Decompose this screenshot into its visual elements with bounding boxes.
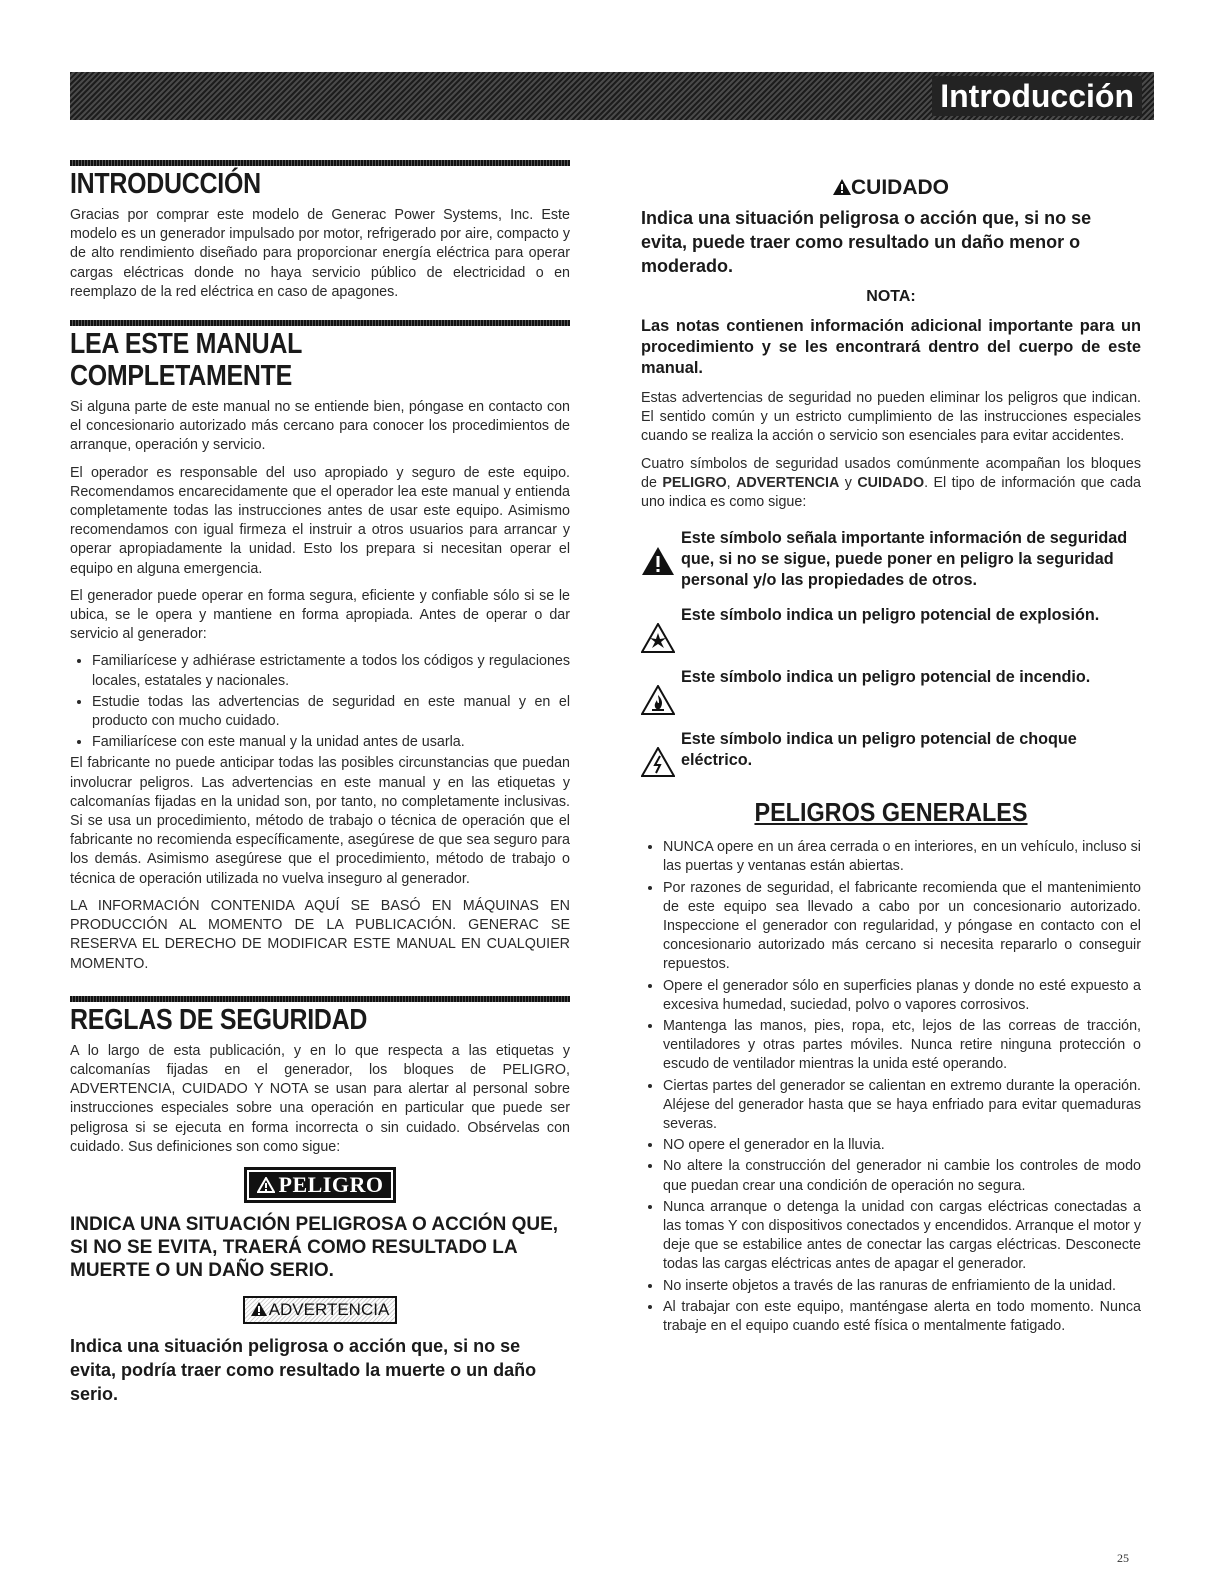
lea-manual-heading: LEA ESTE MANUAL COMPLETAMENTE [70, 328, 302, 393]
nota-p1: Estas advertencias de seguridad no pueden eliminar los peligros que indican. El sentido común y un estricto cumplimiento de las instrucciones especiales cuando se realiza la acción o servicio son esenciales para evitar accidentes. [641, 390, 1141, 445]
advertencia-badge-label: ADVERTENCIA [268, 1299, 390, 1319]
list-item: • Al trabajar con este equipo, manténgase alerta en todo momento. Nunca trabaje en el equipo cuando esté física o mentalmente fatigado. [663, 1298, 1141, 1336]
lea-manual-bullets [70, 652, 570, 752]
nota-p2-post: . El tipo de información que cada uno indica es como sigue: [641, 474, 1141, 511]
lea-manual-p4: El fabricante no puede anticipar todas las posibles circunstancias que puedan involucrar peligros. Las advertencias en este manual y en las etiquetas y calcomanías fijadas en la unidad son, por tanto, no completamente inclusivas. Si se usa un procedimiento, método de trabajo o técnica de operación que el fabricante no recomienda específicamente, asegúrese de que sea seguro para los demás. Asimismo asegúrese que el procedimiento, método de trabajo o técnica de operación utilizada no vuelva inseguro al generador. [70, 755, 570, 887]
symbol-row-electric [641, 729, 1141, 777]
warning-triangle-icon [251, 1302, 267, 1316]
fire-icon [641, 685, 675, 715]
section-rule [70, 160, 570, 166]
introduccion-heading: INTRODUCCIÓN [70, 168, 261, 200]
nota-p2 [641, 455, 1141, 513]
peligros-generales-bullets [641, 838, 1141, 1336]
warning-triangle-icon [257, 1177, 275, 1193]
advertencia-text: Indica una situación peligrosa o acción que, si no se evita, podría traer como resultado la muerte o un daño serio. [70, 1335, 537, 1404]
alert-icon [641, 546, 675, 576]
peligro-badge-wrap [70, 1167, 570, 1203]
warning-triangle-icon [833, 179, 851, 195]
symbol-text: Este símbolo indica un peligro potencial de choque eléctrico. [681, 730, 1077, 770]
peligro-text: INDICA UNA SITUACIÓN PELIGROSA O ACCIÓN QUE, SI NO SE EVITA, TRAERÁ COMO RESULTADO LA MUERTE O UN DAÑO SERIO. [70, 1213, 559, 1281]
list-item: • Nunca arranque o detenga la unidad con cargas eléctricas conectadas a las tomas Y con dispositivos conectados y encendidos. Arranque el motor y deje que se estabilice antes de conectar las cargas eléctricas. Desconecte todas las cargas eléctricas antes de apagar el generador. [663, 1198, 1141, 1275]
section-rule [70, 996, 570, 1002]
lea-manual-p1: Si alguna parte de este manual no se entiende bien, póngase en contacto con el concesionario autorizado más cercano para conocer los procedimientos de arranque, operación y servicio. [70, 399, 570, 454]
list-item: • Opere el generador sólo en superficies planas y donde no esté expuesto a excesiva humedad, suciedad, polvo o vapores corrosivos. [663, 977, 1141, 1015]
peligros-generales-heading: PELIGROS GENERALES [754, 797, 1028, 828]
list-item: • Estudie todas las advertencias de seguridad en este manual y en el producto con mucho cuidado. [92, 693, 570, 731]
symbol-text: Este símbolo indica un peligro potencial de incendio. [681, 668, 1091, 687]
right-column [641, 160, 1141, 1338]
list-item: • Por razones de seguridad, el fabricante recomienda que el mantenimiento de este equipo sea llevado a cabo por un concesionario autorizado. Inspeccione el generador con regularidad, y póngase en contacto con el concesionario autorizado más cercano si necesita repararlo o conseguir repuestos. [663, 879, 1141, 975]
explosion-icon [641, 623, 675, 653]
symbol-row-alert [641, 528, 1141, 591]
symbol-row-explosion [641, 605, 1141, 653]
header-banner [70, 72, 1154, 120]
cuidado-label: CUIDADO [851, 176, 949, 199]
symbol-text: Este símbolo indica un peligro potencial de explosión. [681, 606, 1100, 625]
nota-text: Las notas contienen información adicional importante para un procedimiento y se les encontrará dentro del cuerpo de este manual. [641, 317, 1141, 377]
lea-manual-p5: LA INFORMACIÓN CONTENIDA AQUÍ SE BASÓ EN MÁQUINAS EN PRODUCCIÓN AL MOMENTO DE LA PUBLICACIÓN. GENERAC SE RESERVA EL DERECHO DE MODIFICAR ESTE MANUAL EN CUALQUIER MOMENTO. [70, 897, 570, 972]
left-column [70, 160, 570, 1416]
advertencia-badge-wrap [70, 1296, 570, 1324]
section-rule [70, 320, 570, 326]
list-item: • No altere la construcción del generador ni cambie los controles de modo que puedan crear una condición de operación no segura. [663, 1157, 1141, 1195]
page-number: 25 [1117, 1551, 1129, 1565]
nota-p2-advertencia: ADVERTENCIA [736, 474, 840, 491]
list-item: • No inserte objetos a través de las ranuras de enfriamiento de la unidad. [663, 1277, 1141, 1296]
nota-title: NOTA: [866, 288, 916, 305]
list-item: • NUNCA opere en un área cerrada o en interiores, en un vehículo, incluso si las puertas y ventanas están abiertas. [663, 838, 1141, 876]
nota-p2-sep1: , [726, 474, 737, 491]
advertencia-badge [243, 1296, 398, 1324]
nota-p2-cuidado: CUIDADO [857, 474, 925, 491]
nota-p2-pre: Cuatro símbolos de seguridad usados comúnmente acompañan los bloques de [641, 455, 1141, 491]
list-item: • NO opere el generador en la lluvia. [663, 1136, 1141, 1155]
lea-manual-p3: El generador puede operar en forma segura, eficiente y confiable sólo si se le ubica, se le opera y mantiene en forma apropiada. Antes de operar o dar servicio al generador: [70, 587, 570, 643]
symbol-text: Este símbolo señala importante información de seguridad que, si no se sigue, puede poner en peligro la seguridad personal y/o las propiedades de otros. [681, 529, 1128, 590]
electric-shock-icon [641, 747, 675, 777]
reglas-text: A lo largo de esta publicación, y en lo que respecta a las etiquetas y calcomanías fijadas en el generador, los bloques de PELIGRO, ADVERTENCIA, CUIDADO Y NOTA se usan para alertar al personal sobre instrucciones especiales sobre una operación en particular que puede ser peligrosa si se ejecuta en forma incorrecta o sin cuidado. Obsérvelas con cuidado. Sus definiciones son como sigue: [70, 1042, 570, 1155]
lea-manual-p2: El operador es responsable del uso apropiado y seguro de este equipo. Recomendamos encarecidamente que el operador lea este manual y entienda completamente todas las instrucciones antes de usar este equipo. Asimismo recomendamos con igual firmeza el instruir a otros usuarios para arrancar y operar apropiadamente la unidad. Esto los prepara si necesitan operar el equipo en alguna emergencia. [70, 464, 570, 577]
list-item: • Familiarícese con este manual y la unidad antes de usarla. [92, 733, 570, 752]
cuidado-title [641, 176, 1141, 200]
nota-p2-sep2: y [839, 474, 858, 491]
banner-title: Introducción [932, 76, 1142, 116]
introduccion-text: Gracias por comprar este modelo de Generac Power Systems, Inc. Este modelo es un generador impulsado por motor, refrigerado por aire, compacto y de alto rendimiento diseñado para proporcionar energía eléctrica para operar cargas eléctricas donde no haya servicio público de electricidad o en reemplazo de la red eléctrica en caso de apagones. [70, 207, 570, 300]
reglas-heading: REGLAS DE SEGURIDAD [70, 1003, 368, 1036]
peligro-badge-label: PELIGRO [278, 1171, 384, 1197]
peligro-badge [244, 1167, 397, 1203]
list-item: • Mantenga las manos, pies, ropa, etc, lejos de las correas de tracción, ventiladores y otras partes móviles. Nunca retire ninguna protección o escudo de ventilador mientras la unida esté operando. [663, 1017, 1141, 1075]
symbol-row-fire [641, 667, 1141, 715]
cuidado-text: Indica una situación peligrosa o acción que, si no se evita, puede traer como resultado un daño menor o moderado. [641, 208, 1092, 276]
list-item: • Ciertas partes del generador se calientan en extremo durante la operación. Aléjese del generador hasta que se haya enfriado para evitar quemaduras severas. [663, 1077, 1141, 1135]
nota-p2-peligro: PELIGRO [662, 474, 727, 491]
list-item: • Familiarícese y adhiérase estrictamente a todos los códigos y regulaciones locales, estatales y nacionales. [92, 652, 570, 690]
